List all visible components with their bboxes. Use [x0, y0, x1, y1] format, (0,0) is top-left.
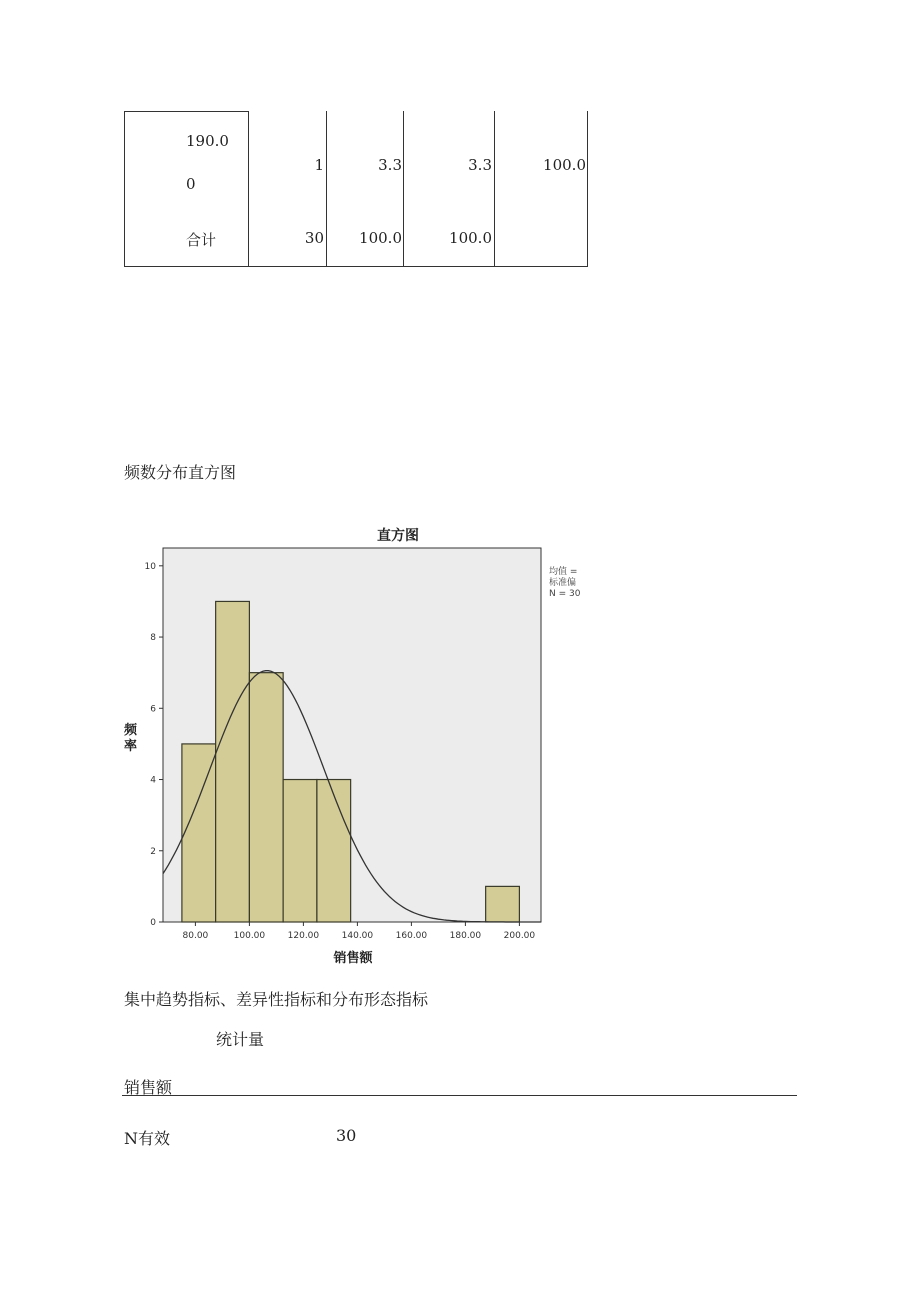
stats-n-valid-label: N有效 [124, 1129, 171, 1148]
row-valid-percent: 3.3 [468, 156, 492, 174]
histogram-section-heading: 频数分布直方图 [124, 463, 237, 482]
histogram-bar-4 [283, 780, 317, 922]
table-border-top [124, 111, 248, 112]
x-tick-label: 120.00 [287, 931, 320, 941]
y-tick-label: 0 [150, 918, 156, 928]
histogram-chart [124, 522, 581, 970]
stats-table-rule [122, 1095, 797, 1096]
histogram-bar-2 [216, 601, 250, 922]
legend-n: N = 30 [549, 589, 581, 599]
total-frequency: 30 [304, 229, 324, 247]
x-tick-label: 180.00 [449, 931, 482, 941]
row-percent: 3.3 [378, 156, 402, 174]
total-label: 合计 [186, 231, 217, 249]
histogram-bar-6 [486, 886, 520, 922]
frequency-table [124, 111, 588, 267]
stats-table-title: 统计量 [216, 1030, 265, 1049]
x-tick-label: 160.00 [395, 931, 428, 941]
row-cumulative-percent: 100.0 [543, 156, 586, 174]
total-valid-percent: 100.0 [449, 229, 492, 247]
legend-mean: 均值 = [549, 567, 578, 577]
histogram-svg [124, 522, 581, 970]
y-tick-label: 2 [150, 846, 156, 857]
x-tick-label: 200.00 [503, 931, 536, 941]
row-value-line1: 190.0 [186, 132, 229, 150]
chart-title: 直方图 [377, 528, 419, 544]
x-tick-label: 140.00 [341, 931, 374, 941]
y-tick-label: 4 [150, 775, 156, 786]
histogram-bar-1 [182, 744, 216, 922]
total-percent: 100.0 [359, 229, 402, 247]
table-border-bottom [124, 266, 588, 267]
table-border-right [587, 111, 588, 267]
stats-variable-name: 销售额 [124, 1078, 173, 1097]
table-border-left [124, 111, 125, 267]
x-axis-label: 销售额 [333, 951, 373, 966]
table-divider [248, 111, 249, 267]
row-value-line2: 0 [186, 175, 196, 193]
y-tick-label: 6 [150, 704, 156, 715]
stats-n-valid-value: 30 [336, 1126, 357, 1145]
legend-sd: 标准偏 [549, 578, 577, 588]
histogram-bar-3 [249, 673, 283, 922]
x-tick-label: 100.00 [233, 931, 266, 941]
y-axis-label: 频率 [124, 723, 138, 754]
table-divider [403, 111, 404, 267]
stats-section-heading: 集中趋势指标、差异性指标和分布形态指标 [124, 990, 429, 1009]
table-divider [326, 111, 327, 267]
y-tick-label: 8 [150, 633, 156, 644]
y-tick-label: 10 [144, 561, 156, 572]
row-frequency: 1 [314, 156, 324, 174]
x-tick-label: 80.00 [182, 931, 209, 941]
histogram-bar-5 [317, 780, 351, 922]
table-divider [494, 111, 495, 267]
